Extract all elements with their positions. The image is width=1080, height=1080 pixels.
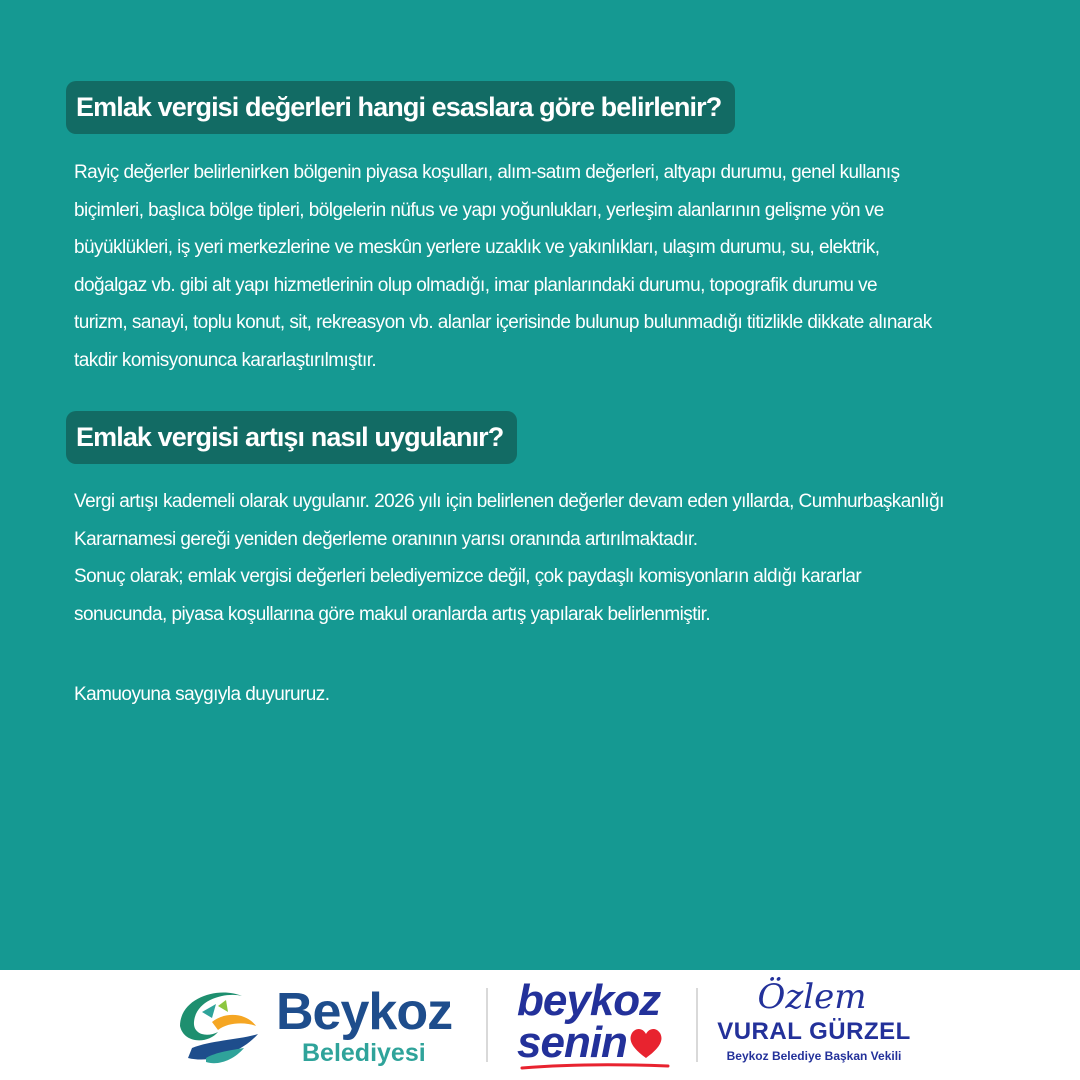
paragraph-line: turizm, sanayi, toplu konut, sit, rekreasyon vb. alanlar içerisinde bulunup bulunmadığı titizlikle dikkate alınarak — [74, 312, 932, 333]
paragraph-tax-increase — [74, 483, 1014, 633]
footer-logo-bar — [0, 970, 1080, 1080]
beykoz-emblem-icon — [172, 982, 264, 1068]
paragraph-line: takdir komisyonunca kararlaştırılmıştır. — [74, 349, 377, 371]
signature-surname: VURAL GÜRZEL — [717, 1018, 911, 1045]
paragraph-line: büyüklükleri, iş yeri merkezlerine ve meskûn yerlere uzaklık ve yakınlıkları, ulaşım durumu, su, elektrik, — [74, 237, 880, 258]
heart-icon — [628, 1026, 664, 1060]
signature-title: Beykoz Belediye Başkan Vekili — [726, 1049, 902, 1063]
paragraph-line: Sonuç olarak; emlak vergisi değerleri belediyemizce değil, çok paydaşlı komisyonların aldığı kararlar — [74, 566, 862, 587]
brand-name: Beykoz — [276, 983, 453, 1041]
paragraph-line: Kararnamesi gereği yeniden değerleme oranının yarısı oranında artırılmaktadır. — [74, 528, 698, 550]
paragraph-valuation-basis — [74, 154, 1014, 379]
campaign-logo-line1: beykoz — [517, 976, 661, 1025]
closing-line: Kamuoyuna saygıyla duyururuz. — [74, 684, 330, 705]
section-heading-valuation-basis: Emlak vergisi değerleri hangi esaslara göre belirlenir? — [66, 81, 735, 134]
signature-first-name: Özlem — [757, 977, 867, 1017]
paragraph-line: Vergi artışı kademeli olarak uygulanır. 2026 yılı için belirlenen değerler devam eden yıllarda, Cumhurbaşkanlığı — [74, 491, 944, 512]
footer-divider — [486, 988, 488, 1062]
paragraph-line: doğalgaz vb. gibi alt yapı hizmetlerinin olup olmadığı, imar planlarındaki durumu, topografik durumu ve — [74, 274, 878, 296]
paragraph-line: Rayiç değerler belirlenirken bölgenin piyasa koşulları, alım-satım değerleri, altyapı durumu, genel kullanış — [74, 162, 900, 183]
paragraph-line: biçimleri, başlıca bölge tipleri, bölgelerin nüfus ve yapı yoğunlukları, yerleşim alanlarının gelişme yön ve — [74, 199, 884, 221]
paragraph-line: sonucunda, piyasa koşullarına göre makul oranlarda artış yapılarak belirlenmiştir. — [74, 603, 711, 625]
section-heading-tax-increase: Emlak vergisi artışı nasıl uygulanır? — [66, 411, 517, 464]
footer-divider — [696, 988, 698, 1062]
brand-subtitle: Belediyesi — [302, 1039, 426, 1067]
campaign-underline-swoosh — [520, 1062, 670, 1070]
closing-statement — [74, 676, 1014, 714]
campaign-logo-line2: senin — [517, 1018, 627, 1067]
